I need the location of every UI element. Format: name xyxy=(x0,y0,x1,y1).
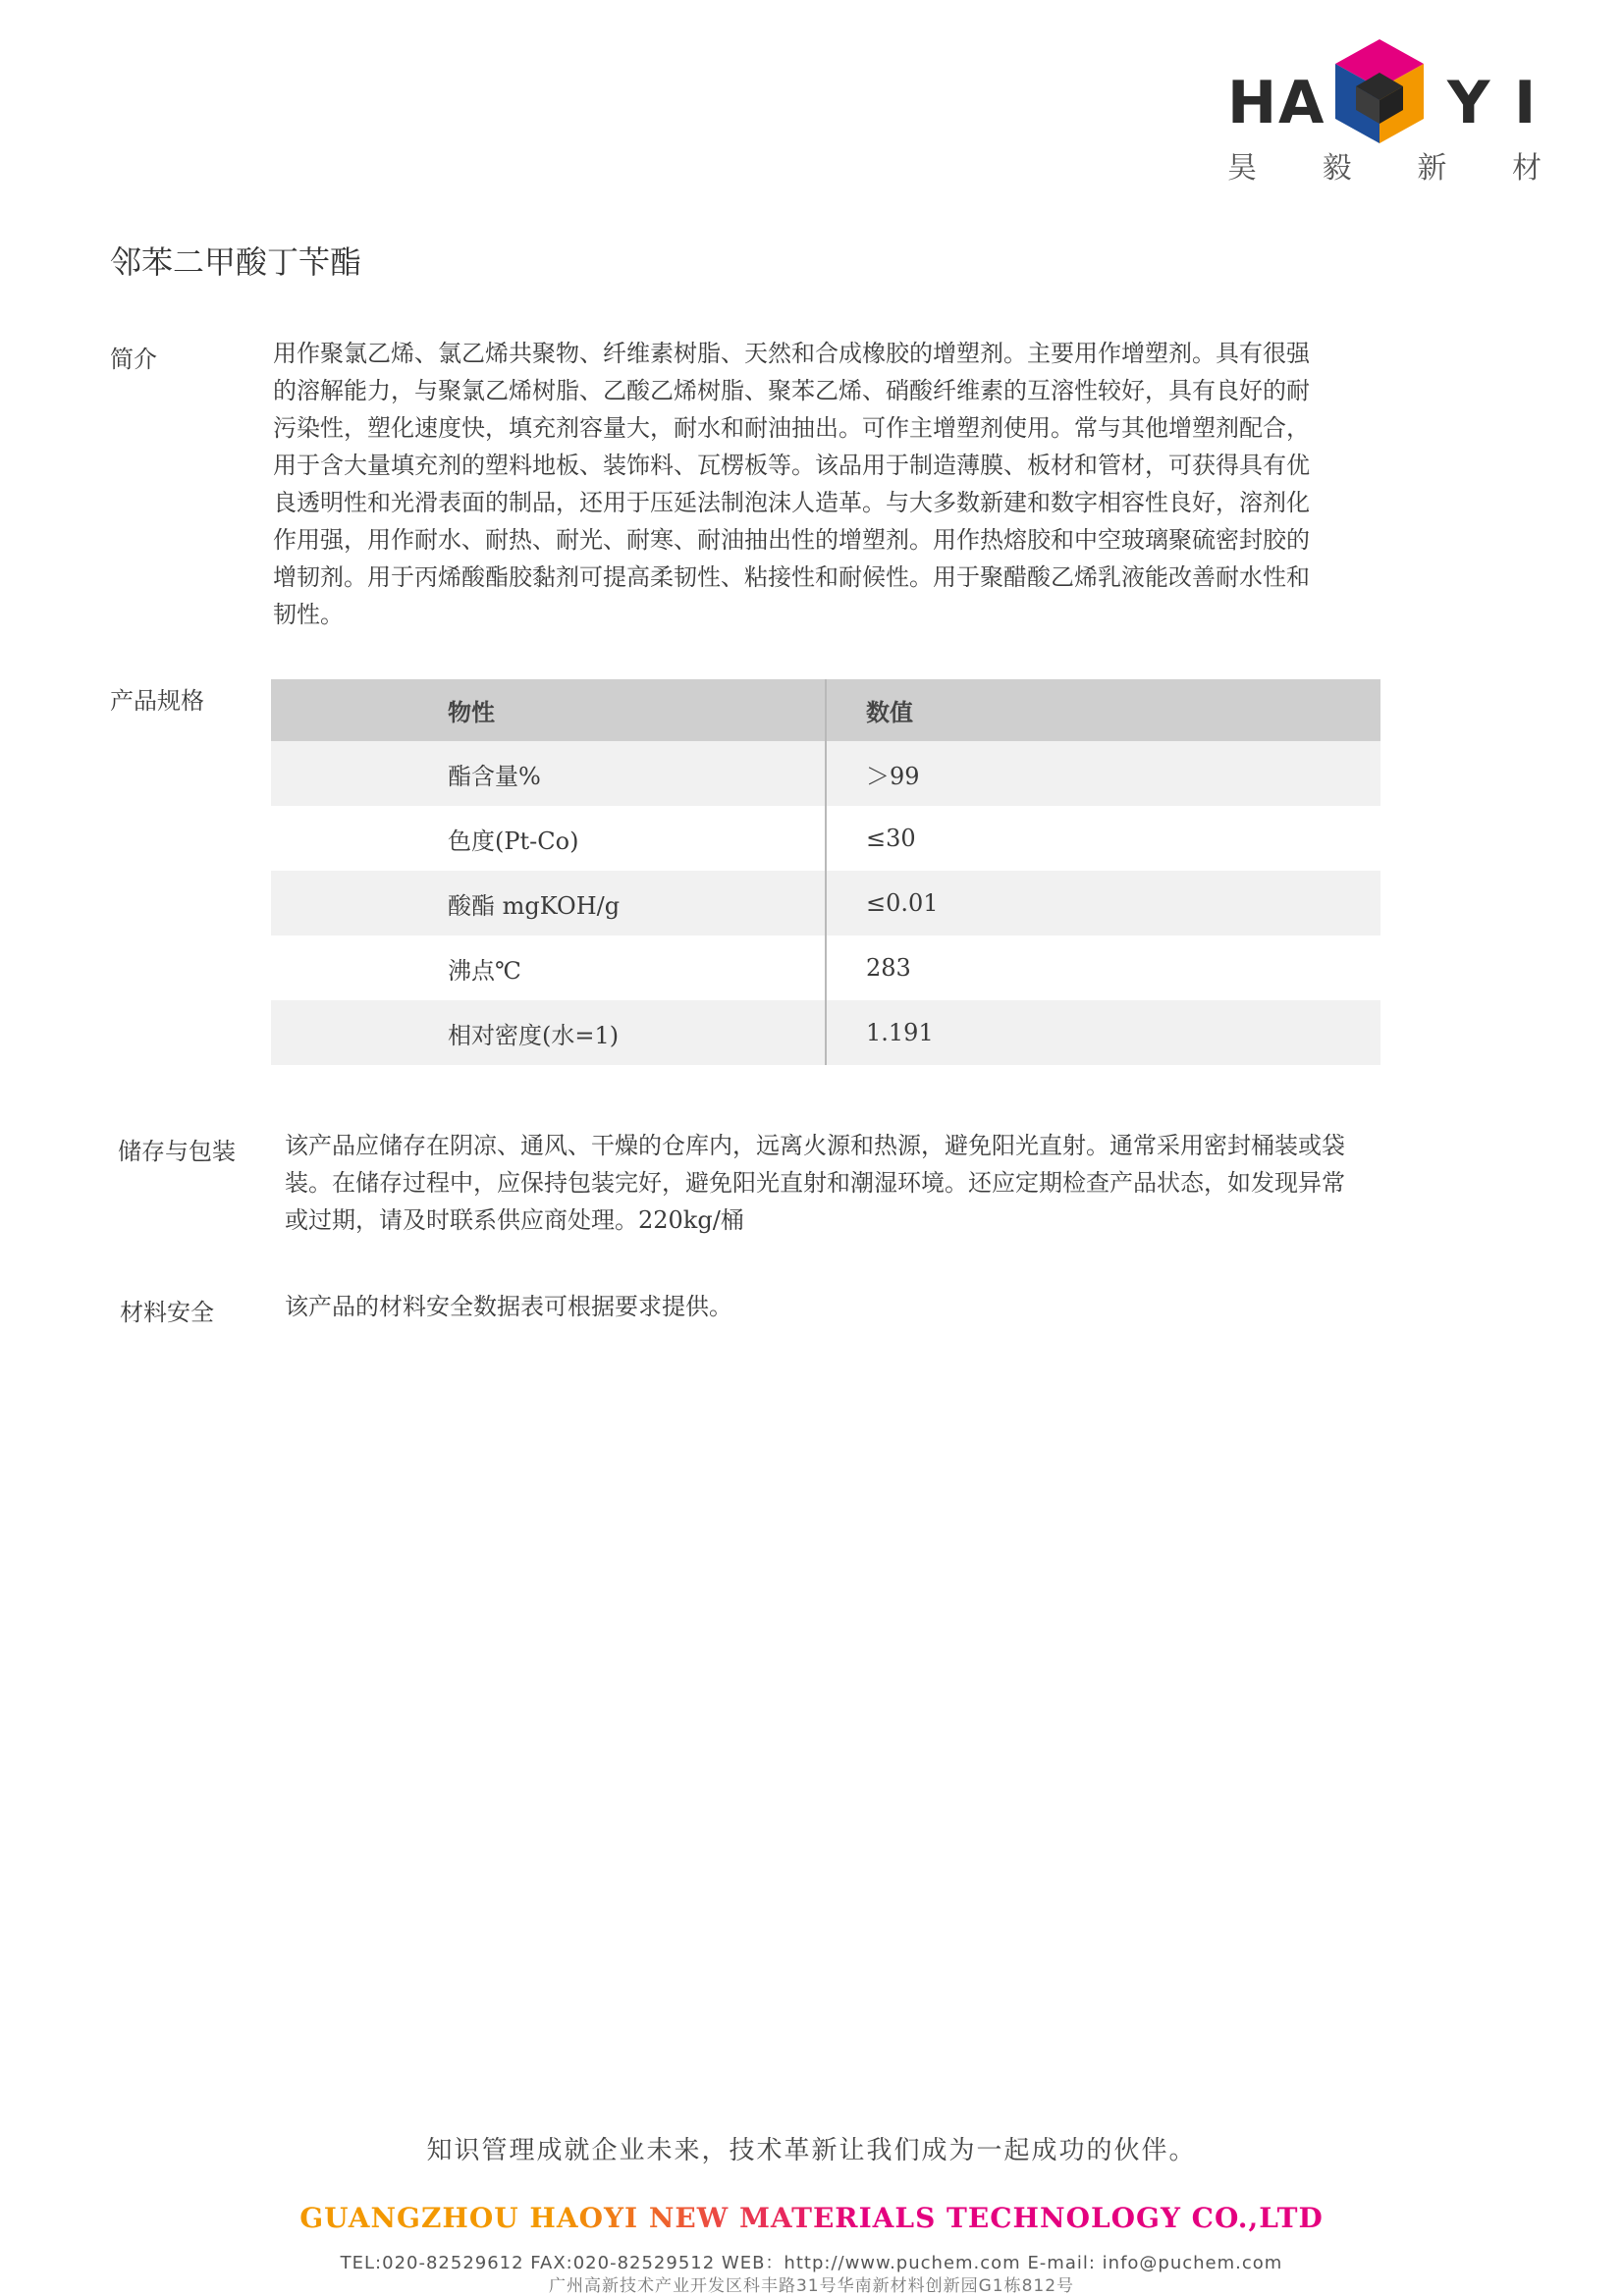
footer-slogan: 知识管理成就企业未来，技术革新让我们成为一起成功的伙伴。 xyxy=(426,2136,1197,2165)
table-row xyxy=(271,741,1380,806)
intro-line: 用于含大量填充剂的塑料地板、装饰料、瓦楞板等。该品用于制造薄膜、板材和管材，可获得具有优 xyxy=(273,452,1310,479)
table-cell-property: 相对密度(水=1) xyxy=(271,1000,827,1065)
table-cell-property: 酸酯 mgKOH/g xyxy=(271,871,827,935)
intro-paragraph xyxy=(273,335,1371,633)
intro-line: 良透明性和光滑表面的制品，还用于压延法制泡沫人造革。与大多数新建和数字相容性良好，溶剂化 xyxy=(273,489,1310,516)
logo-letter: A xyxy=(1278,69,1326,137)
intro-line: 增韧剂。用于丙烯酸酯胶黏剂可提高柔韧性、粘接性和耐候性。用于聚醋酸乙烯乳液能改善耐水性和 xyxy=(273,563,1310,591)
table-header-row xyxy=(271,679,1380,741)
intro-line: 韧性。 xyxy=(273,601,344,628)
logo-letter: I xyxy=(1514,69,1539,137)
table-cell-property: 色度(Pt-Co) xyxy=(271,806,827,871)
storage-line: 或过期，请及时联系供应商处理。220kg/桶 xyxy=(285,1206,744,1234)
storage-line: 装。在储存过程中，应保持包装完好，避免阳光直射和潮湿环境。还应定期检查产品状态，如发现异常 xyxy=(285,1169,1345,1197)
intro-label: 简介 xyxy=(110,346,157,373)
intro-line: 用作聚氯乙烯、氯乙烯共聚物、纤维素树脂、天然和合成橡胶的增塑剂。主要用作增塑剂。具有很强 xyxy=(273,340,1310,367)
spec-table xyxy=(271,679,1380,1065)
footer-company-name: GUANGZHOU HAOYI NEW MATERIALS TECHNOLOGY CO.,LTD xyxy=(299,2202,1324,2234)
intro-line: 作用强，用作耐水、耐热、耐光、耐寒、耐油抽出性的增塑剂。用作热熔胶和中空玻璃聚硫密封胶的 xyxy=(273,526,1310,554)
intro-line: 的溶解能力，与聚氯乙烯树脂、乙酸乙烯树脂、聚苯乙烯、硝酸纤维素的互溶性较好，具有良好的耐 xyxy=(273,377,1310,404)
table-cell-property: 酯含量% xyxy=(271,741,827,806)
logo-letter: Y xyxy=(1447,69,1492,137)
safety-label: 材料安全 xyxy=(120,1299,214,1326)
table-row xyxy=(271,935,1380,1000)
safety-text: 该产品的材料安全数据表可根据要求提供。 xyxy=(285,1293,732,1320)
logo-letter: H xyxy=(1227,69,1279,137)
table-row xyxy=(271,1000,1380,1065)
table-header-property: 物性 xyxy=(271,679,827,741)
table-cell-property: 沸点℃ xyxy=(271,935,827,1000)
product-title: 邻苯二甲酸丁苄酯 xyxy=(110,243,362,281)
table-cell-value: ≤0.01 xyxy=(866,889,939,917)
table-cell-value: 283 xyxy=(866,954,911,982)
company-logo xyxy=(1227,37,1542,185)
footer-contact: TEL:020-82529612 FAX:020-82529512 WEB：http://www.puchem.com E-mail: info@puchem.com xyxy=(340,2253,1283,2273)
storage-paragraph xyxy=(285,1127,1399,1239)
footer-address: 广州高新技术产业开发区科丰路31号华南新材料创新园G1栋812号 xyxy=(548,2276,1075,2296)
table-cell-value: 1.191 xyxy=(866,1019,934,1046)
cube-icon xyxy=(1330,37,1429,147)
table-cell-value: ≤30 xyxy=(866,825,916,852)
table-row xyxy=(271,871,1380,935)
storage-label: 储存与包装 xyxy=(118,1138,236,1165)
storage-line: 该产品应储存在阴凉、通风、干燥的仓库内，远离火源和热源，避免阳光直射。通常采用密封桶装或袋 xyxy=(285,1132,1345,1159)
table-row xyxy=(271,806,1380,871)
logo-subtitle: 昊 毅 新 材 xyxy=(1227,151,1542,186)
spec-label: 产品规格 xyxy=(110,687,204,715)
table-cell-value: ＞99 xyxy=(866,762,920,790)
table-header-value: 数值 xyxy=(866,699,913,726)
intro-line: 污染性，塑化速度快，填充剂容量大，耐水和耐油抽出。可作主增塑剂使用。常与其他增塑剂配合， xyxy=(273,414,1310,442)
